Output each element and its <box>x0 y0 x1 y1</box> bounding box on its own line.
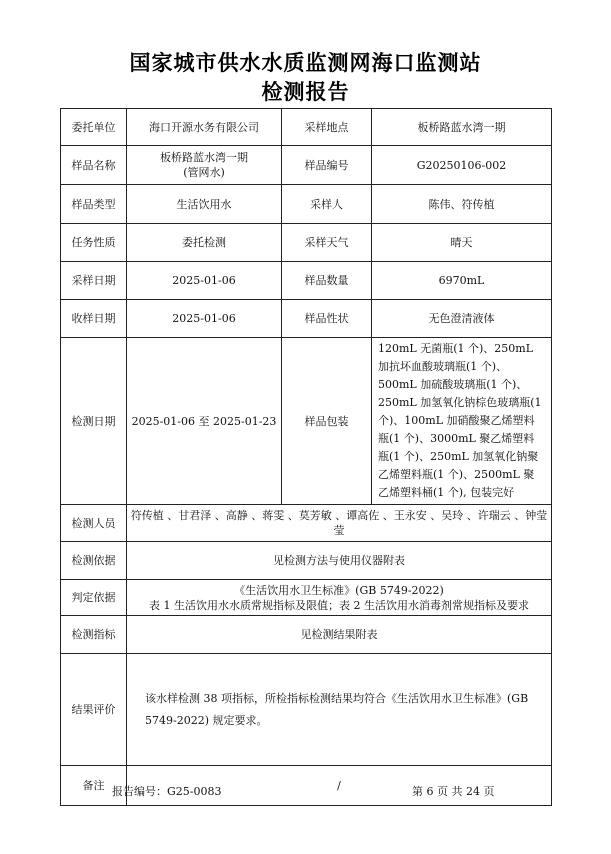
sample-name-line1: 板桥路蓝水湾一期 <box>160 151 248 164</box>
table-row <box>61 505 552 542</box>
remarks-value: / <box>127 766 552 806</box>
sample-qty-label: 样品数量 <box>282 262 372 300</box>
indicators-label: 检测指标 <box>61 616 127 654</box>
table-row <box>61 185 552 224</box>
sampling-date-value: 2025-01-06 <box>127 262 282 300</box>
sample-name-line2: (管网水) <box>183 166 225 179</box>
sampling-date-label: 采样日期 <box>61 262 127 300</box>
client-value: 海口开源水务有限公司 <box>127 109 282 146</box>
sample-name-value <box>127 146 282 185</box>
sampler-value: 陈伟、符传植 <box>372 185 552 224</box>
test-date-label: 检测日期 <box>61 338 127 505</box>
judgement-line1: 《生活饮用水卫生标准》(GB 5749-2022) <box>234 583 444 597</box>
weather-value: 晴天 <box>372 224 552 262</box>
testers-value: 符传植 、甘君泽 、高静 、蒋雯 、莫芳敏 、谭高佐 、王永安 、吴玲 、许瑞云 、钟莹莹 <box>127 505 552 542</box>
packaging-value: 120mL 无菌瓶(1 个)、250mL 加抗坏血酸玻璃瓶(1 个)、500mL 加硫酸玻璃瓶(1 个)、250mL 加氢氧化钠棕色玻璃瓶(1 个)、100mL 加硝酸聚乙烯塑料瓶(1 个)、3000mL 聚乙烯塑料瓶(1 个)、250mL 加氢氧化钠聚乙烯塑料瓶(1 个)、2500mL 聚乙烯塑料桶(1 个), 包装完好 <box>372 338 552 505</box>
table-row <box>61 542 552 580</box>
receipt-date-value: 2025-01-06 <box>127 300 282 338</box>
task-nature-value: 委托检测 <box>127 224 282 262</box>
sampling-site-label: 采样地点 <box>282 109 372 146</box>
report-number: 报告编号：G25-0083 <box>112 785 222 798</box>
sample-no-value: G20250106-002 <box>372 146 552 185</box>
table-row <box>61 654 552 766</box>
basis-value: 见检测方法与使用仪器附表 <box>127 542 552 580</box>
sample-type-value: 生活饮用水 <box>127 185 282 224</box>
testers-label: 检测人员 <box>61 505 127 542</box>
table-row <box>61 146 552 185</box>
weather-label: 采样天气 <box>282 224 372 262</box>
judgement-value <box>127 580 552 616</box>
table-row <box>61 580 552 616</box>
test-date-value: 2025-01-06 至 2025-01-23 <box>127 338 282 505</box>
sample-state-value: 无色澄清液体 <box>372 300 552 338</box>
table-row <box>61 616 552 654</box>
indicators-value: 见检测结果附表 <box>127 616 552 654</box>
sampler-label: 采样人 <box>282 185 372 224</box>
judgement-line2: 表 1 生活饮用水水质常规指标及限值；表 2 生活饮用水消毒剂常规指标及要求 <box>149 598 529 612</box>
client-label: 委托单位 <box>61 109 127 146</box>
report-subtitle: 检测报告 <box>261 80 350 104</box>
sample-no-label: 样品编号 <box>282 146 372 185</box>
table-row <box>61 338 552 505</box>
receipt-date-label: 收样日期 <box>61 300 127 338</box>
table-row <box>61 300 552 338</box>
task-nature-label: 任务性质 <box>61 224 127 262</box>
sampling-site-value: 板桥路蓝水湾一期 <box>372 109 552 146</box>
packaging-label: 样品包装 <box>282 338 372 505</box>
table-row <box>61 109 552 146</box>
judgement-label: 判定依据 <box>61 580 127 616</box>
sample-state-label: 样品性状 <box>282 300 372 338</box>
table-row <box>61 224 552 262</box>
basis-label: 检测依据 <box>61 542 127 580</box>
sample-name-label: 样品名称 <box>61 146 127 185</box>
remarks-label: 备注 <box>61 766 127 806</box>
table-row <box>61 262 552 300</box>
sample-type-label: 样品类型 <box>61 185 127 224</box>
report-title: 国家城市供水水质监测网海口监测站 <box>129 51 482 75</box>
page-number: 第 6 页 共 24 页 <box>412 785 495 798</box>
evaluation-label: 结果评价 <box>61 654 127 766</box>
report-table <box>60 108 552 806</box>
evaluation-value: 该水样检测 38 项指标，所检指标检测结果均符合《生活饮用水卫生标准》(GB 5749-2022) 规定要求。 <box>127 654 552 766</box>
sample-qty-value: 6970mL <box>372 262 552 300</box>
